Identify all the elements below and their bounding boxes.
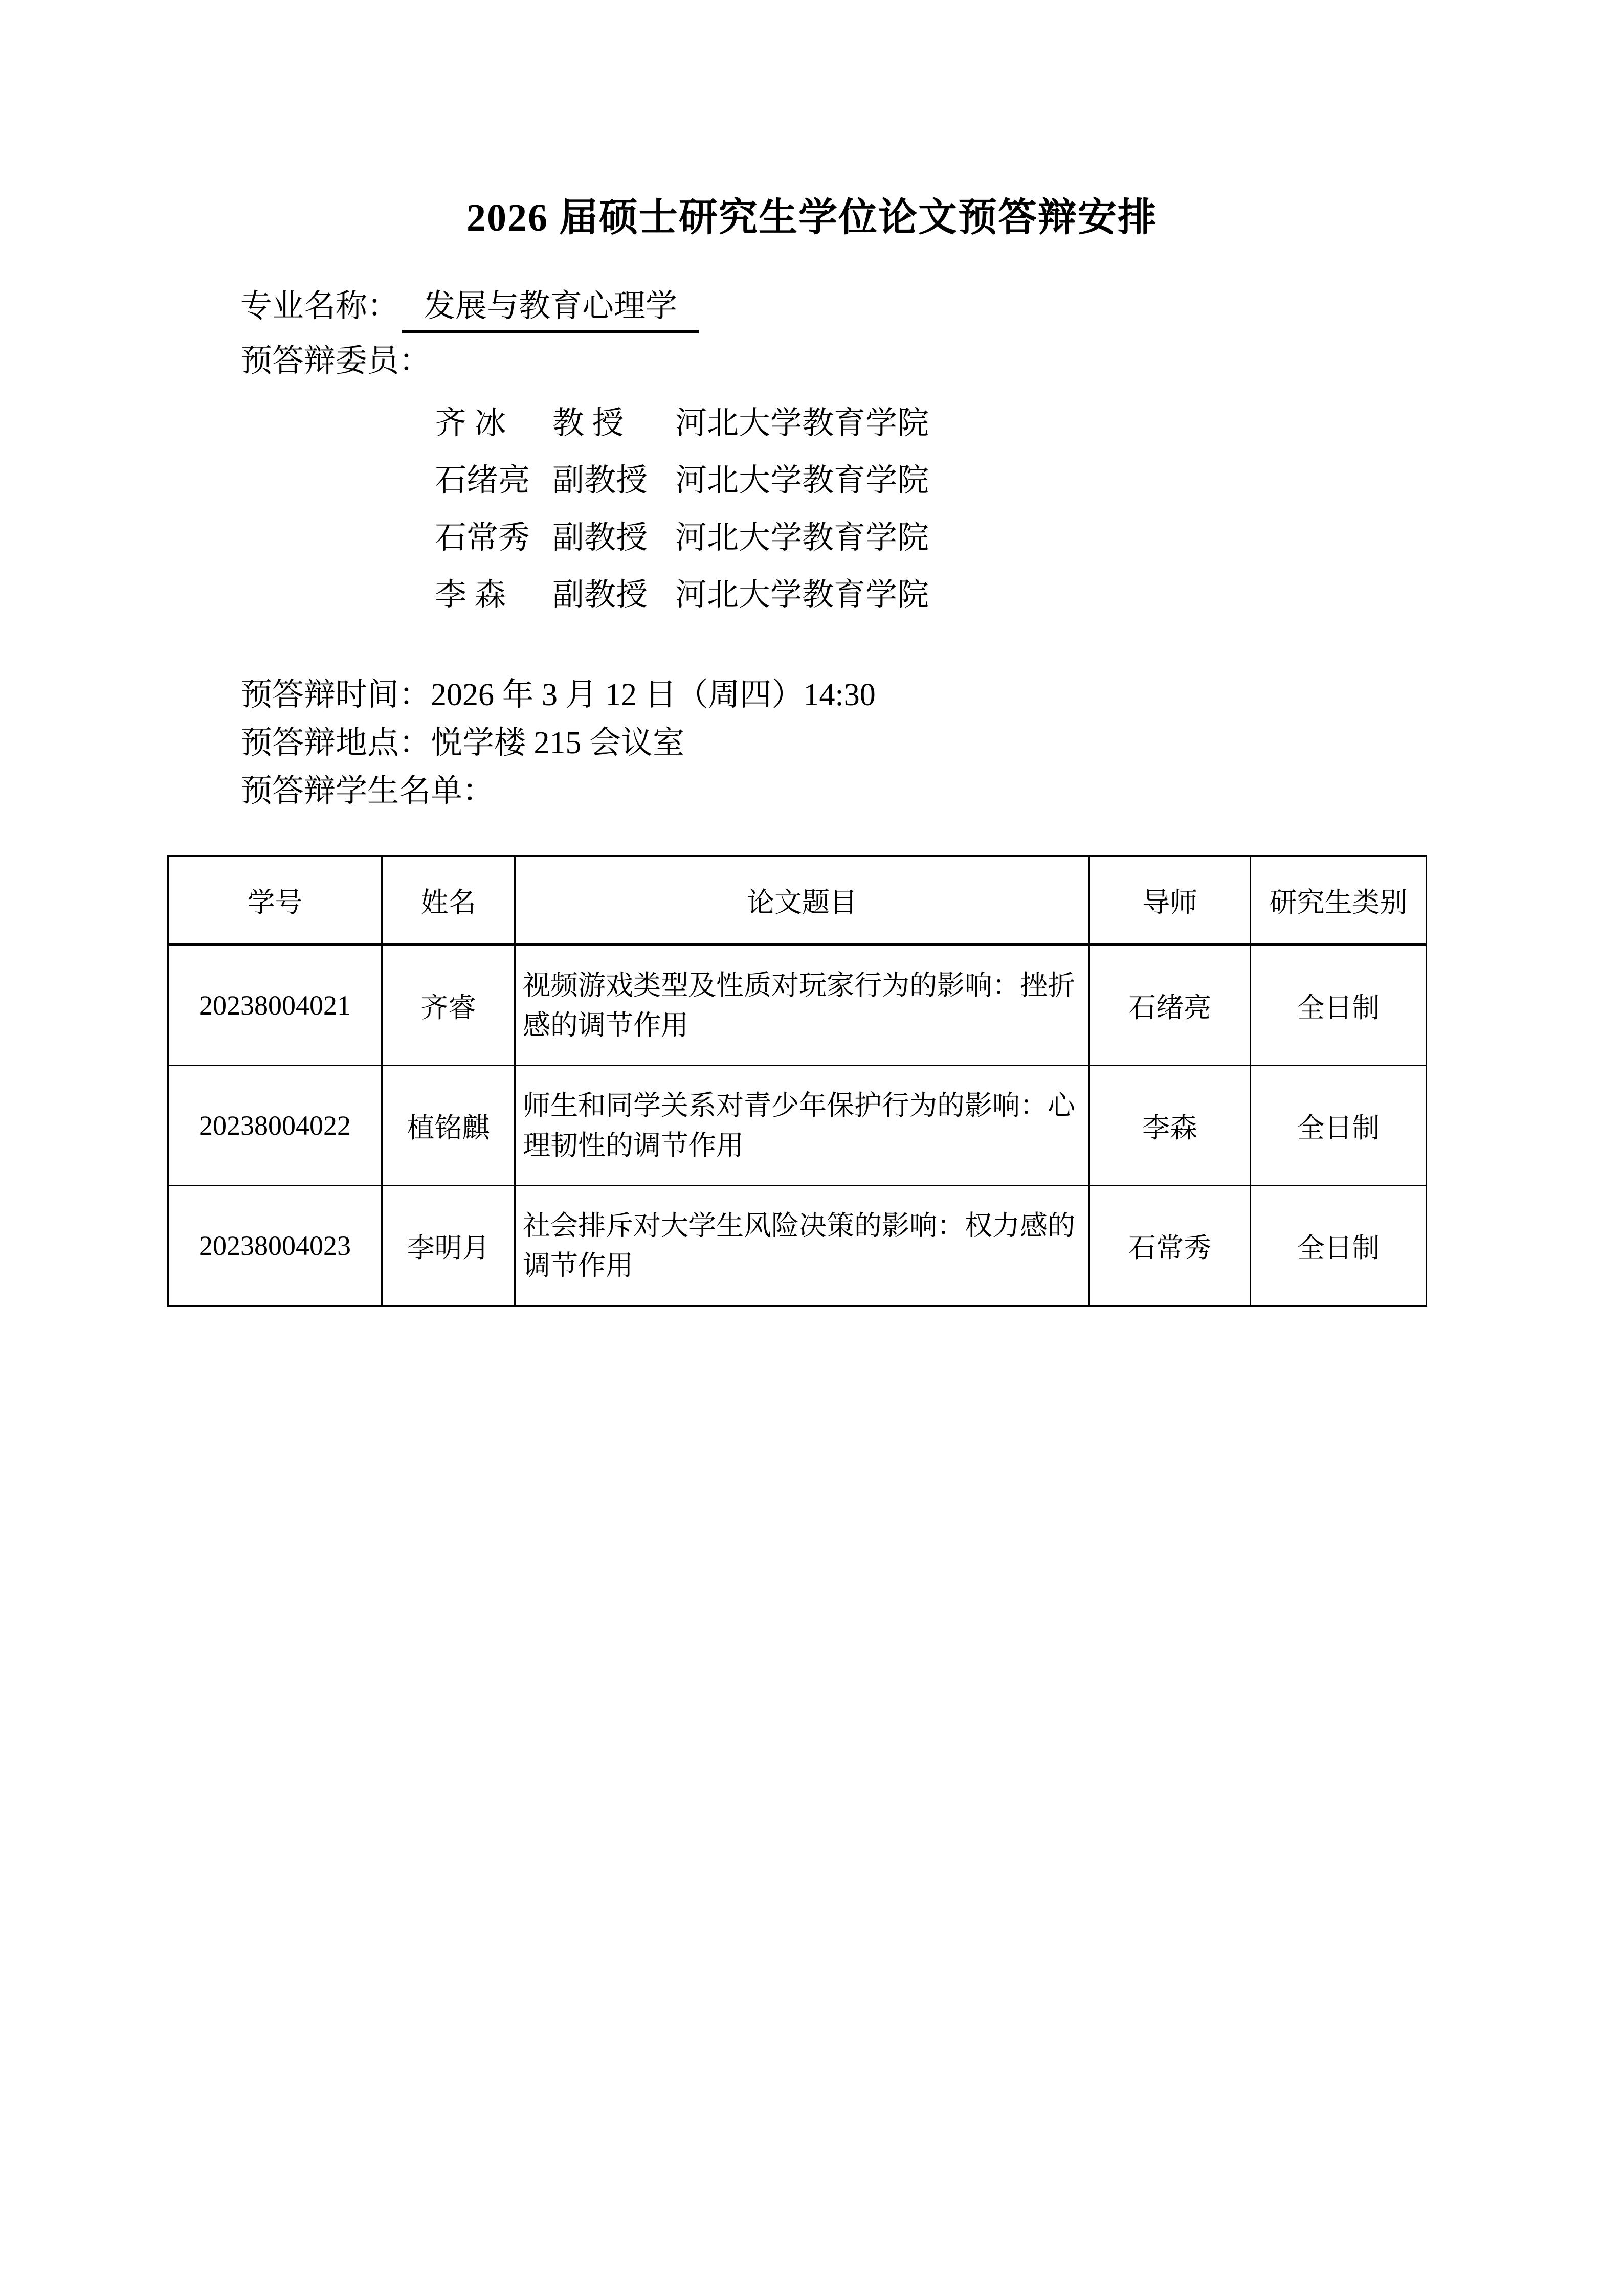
cell-student-type: 全日制 [1251,1186,1427,1306]
page-title: 2026 届硕士研究生学位论文预答辩安排 [466,196,1158,239]
cell-thesis-title: 视频游戏类型及性质对玩家行为的影响：挫折感的调节作用 [515,945,1089,1066]
defense-place-line: 预答辩地点：悦学楼 215 会议室 [240,726,685,760]
committee-member-affiliation: 河北大学教育学院 [675,406,929,441]
cell-student-id: 20238004021 [168,945,382,1066]
cell-student-type: 全日制 [1251,945,1427,1066]
cell-thesis-title: 师生和同学关系对青少年保护行为的影响：心理韧性的调节作用 [515,1066,1089,1186]
table-row [168,1066,1427,1186]
spacer [240,624,1468,671]
committee-member [240,509,1468,567]
committee-member-name: 李 森 [435,578,506,613]
student-list-label: 预答辩学生名单： [240,774,495,808]
table-row [168,945,1427,1066]
committee-list [240,395,1468,624]
committee-member-affiliation: 河北大学教育学院 [675,578,929,613]
committee-member-name: 齐 冰 [435,406,506,441]
column-header-thesis: 论文题目 [515,856,1089,945]
document-body [240,284,1468,815]
column-header-name: 姓名 [382,856,515,945]
table-header-row [168,856,1427,945]
student-table [167,855,1427,1307]
cell-student-name: 李明月 [382,1186,515,1306]
cell-student-name: 植铭麒 [382,1066,515,1186]
committee-member-rank: 教 授 [552,406,624,441]
committee-member-affiliation: 河北大学教育学院 [675,521,929,555]
committee-member-rank: 副教授 [552,578,648,613]
committee-member-affiliation: 河北大学教育学院 [675,463,929,498]
committee-member-rank: 副教授 [552,463,648,498]
cell-advisor: 石绪亮 [1089,945,1251,1066]
cell-student-id: 20238004022 [168,1066,382,1186]
committee-member [240,567,1468,624]
major-line [240,284,1468,333]
cell-advisor: 石常秀 [1089,1186,1251,1306]
committee-member-rank: 副教授 [552,521,648,555]
cell-student-name: 齐睿 [382,945,515,1066]
column-header-advisor: 导师 [1089,856,1251,945]
cell-thesis-title: 社会排斥对大学生风险决策的影响：权力感的调节作用 [515,1186,1089,1306]
defense-time-line: 预答辩时间：2026 年 3 月 12 日（周四）14:30 [240,678,876,712]
committee-member-name: 石常秀 [435,521,530,555]
column-header-type: 研究生类别 [1251,856,1427,945]
committee-member [240,452,1468,509]
committee-member-name: 石绪亮 [435,463,530,498]
column-header-id: 学号 [168,856,382,945]
major-value: 发展与教育心理学 [402,286,699,333]
major-label: 专业名称： [240,289,399,324]
cell-student-id: 20238004023 [168,1186,382,1306]
committee-label: 预答辩委员： [240,344,431,378]
committee-member [240,395,1468,452]
cell-advisor: 李森 [1089,1066,1251,1186]
cell-student-type: 全日制 [1251,1066,1427,1186]
table-row [168,1186,1427,1306]
